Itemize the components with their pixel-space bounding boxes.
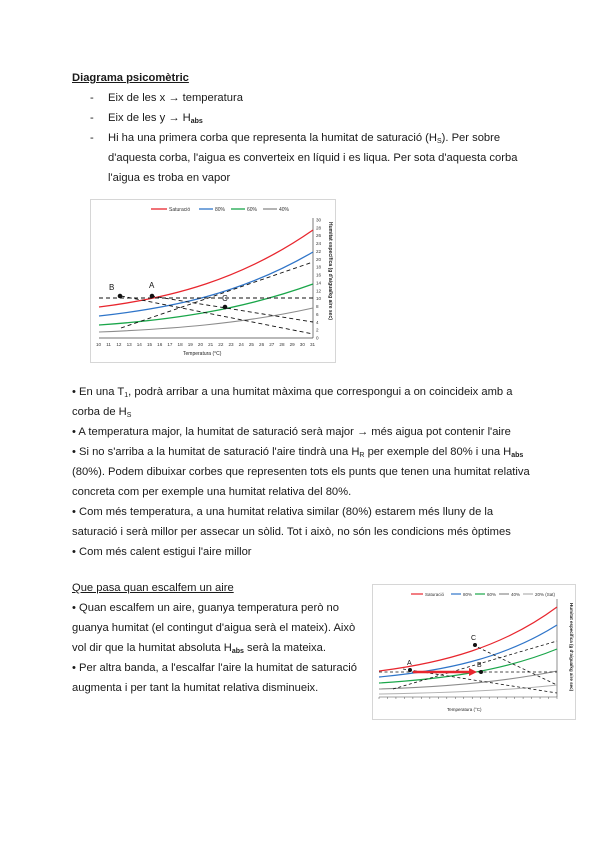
dashed-line: [473, 645, 557, 685]
dashed-line: [121, 296, 313, 334]
y-tick-label: 18: [316, 264, 322, 270]
rh60-curve: [99, 284, 313, 325]
legend-saturacio: Saturació: [169, 207, 191, 213]
x-tick-label: 21: [208, 342, 214, 347]
x-tick-label: 10: [96, 342, 102, 347]
y-tick-label: 10: [316, 296, 322, 302]
legend-60: 60%: [247, 207, 258, 213]
legend-40: 40%: [511, 592, 521, 597]
dash-marker: -: [90, 132, 94, 144]
x-tick-label: 12: [116, 342, 122, 347]
y-tick-label: 26: [316, 233, 322, 239]
y-tick-label: 4: [316, 319, 319, 325]
y-tick-label: 12: [316, 288, 322, 294]
chart-legend: [151, 207, 290, 213]
bullet-higher-temperature: • A temperatura major, la humitat de saturació serà major → més aigua pot contenir l'aire: [72, 426, 511, 438]
heating-line: augmenta i per tant la humitat relativa disminueix.: [72, 682, 319, 694]
x-tick-label: 27: [269, 342, 275, 347]
psychrometric-chart-2: [372, 584, 576, 720]
y-tick-label: 30: [316, 217, 322, 223]
x-tick-label: 24: [238, 342, 244, 347]
x-tick-labels: [96, 342, 316, 347]
x-tick-label: 28: [279, 342, 285, 347]
x-tick-label: 29: [289, 342, 295, 347]
y-tick-labels: [316, 218, 322, 341]
rh20-curve: [379, 685, 557, 694]
legend-20: 20% (Sat): [535, 592, 556, 597]
y-tick-label: 6: [316, 311, 319, 317]
bullet-max-humidity-cont: corba de $H_S$: [72, 406, 132, 419]
x-tick-label: 30: [299, 342, 305, 347]
section-title-psychrometric: Diagrama psicomètric: [72, 72, 189, 84]
dashed-line: [121, 262, 313, 328]
chart-legend: [411, 592, 556, 597]
dash-item-continuation: l'aigua es troba en vapor: [108, 172, 231, 184]
point-b: [479, 670, 483, 674]
y-tick-label: 16: [316, 272, 322, 278]
dash-marker: -: [90, 112, 94, 124]
point-a: [150, 294, 155, 299]
bullet-max-humidity: • En una $T_1$, podrà arribar a una humitat màxima que correspongui a on coincideix amb a: [72, 386, 513, 399]
dash-item-continuation: d'aquesta corba, l'aigua es converteix en líquid i es liqua. Per sota d'aquesta corba: [108, 152, 518, 164]
heating-line: • Quan escalfem un aire, guanya temperatura però no: [72, 602, 339, 614]
x-tick-label: 23: [228, 342, 234, 347]
label-a: A: [407, 660, 412, 667]
legend-80: 80%: [463, 592, 473, 597]
x-tick-label: 19: [187, 342, 193, 347]
dash-marker: -: [90, 92, 94, 104]
point-b: [118, 294, 123, 299]
bullet-hotter-air: • Com més calent estigui l'aire millor: [72, 546, 252, 558]
bullet-relative-humidity-cont: (80%). Podem dibuixar corbes que representen tots els punts que tenen una humitat relativa: [72, 466, 530, 478]
heating-arrow-head: [469, 668, 477, 676]
x-tick-label: 13: [126, 342, 132, 347]
heating-line: vol dir que la humitat absoluta $H_{abs}$ serà la mateixa.: [72, 642, 326, 655]
bullet-relative-humidity-cont: concreta com per exemple una humitat relativa del 80%.: [72, 486, 352, 498]
label-c: C: [222, 294, 228, 303]
y-tick-label: 0: [316, 335, 319, 341]
saturation-curve: [379, 607, 557, 671]
y-axis-label: Humitat específica (g d'aigua/kg aire sec): [569, 603, 574, 692]
x-tick-label: 15: [146, 342, 153, 347]
y-tick-label: 22: [316, 248, 322, 254]
point-c: [223, 305, 228, 310]
legend-80: 80%: [215, 207, 226, 213]
bullet-drying-cont: saturació i serà millor per assecar un sòlid. Tot i això, no són les condicions més òptimes: [72, 526, 511, 538]
y-tick-label: 8: [316, 304, 319, 310]
point-c: [473, 643, 477, 647]
y-tick-label: 20: [316, 256, 322, 262]
heating-line: guanya humitat (el contingut d'aigua serà el mateix). Això: [72, 622, 356, 634]
label-c: C: [471, 635, 477, 642]
y-tick-label: 24: [316, 241, 322, 247]
x-tick-label: 25: [248, 342, 254, 347]
dash-item-y-axis: Eix de les $y \to H_{abs}$: [108, 112, 203, 125]
x-tick-label: 14: [136, 342, 142, 347]
dash-item-x-axis: Eix de les x → temperatura: [108, 92, 243, 104]
legend-saturacio: Saturació: [425, 592, 445, 597]
point-a: [408, 668, 412, 672]
x-axis-label: Temperatura (°C): [183, 351, 222, 357]
label-a: A: [149, 281, 155, 290]
x-tick-label: 31: [310, 342, 316, 347]
heating-line: • Per altra banda, a l'escalfar l'aire la humitat de saturació: [72, 662, 357, 674]
psychrometric-chart-1: [90, 199, 336, 363]
x-tick-label: 18: [177, 342, 183, 347]
x-axis-label: Temperatura (°C): [447, 707, 482, 712]
y-tick-label: 28: [316, 225, 322, 231]
x-tick-label: 16: [157, 342, 163, 347]
legend-40: 40%: [279, 207, 290, 213]
dash-item-saturation-curve: Hi ha una primera corba que representa la humitat de saturació $(H_S)$. Per sobre: [108, 132, 501, 145]
bullet-drying: • Com més temperatura, a una humitat relativa similar (80%) estarem més lluny de la: [72, 506, 494, 518]
x-tick-label: 22: [218, 342, 224, 347]
bullet-relative-humidity: • Si no s'arriba a la humitat de saturació l'aire tindrà una $H_R$ per exemple del 80% i una $H_{abs}$: [72, 446, 524, 459]
legend-60: 60%: [487, 592, 497, 597]
y-axis-label: Humitat específica (g d'aigua/kg aire sec): [327, 222, 333, 320]
y-tick-label: 2: [316, 327, 319, 333]
y-tick-label: 14: [316, 280, 322, 286]
x-tick-label: 17: [167, 342, 173, 347]
rh60-curve: [379, 649, 557, 683]
label-b: B: [109, 283, 115, 292]
x-tick-label: 26: [259, 342, 265, 347]
x-tick-label: 20: [197, 342, 204, 347]
x-tick-label: 11: [106, 342, 111, 347]
label-b: B: [477, 662, 482, 669]
section-title-heating-air: Que pasa quan escalfem un aire: [72, 582, 234, 594]
